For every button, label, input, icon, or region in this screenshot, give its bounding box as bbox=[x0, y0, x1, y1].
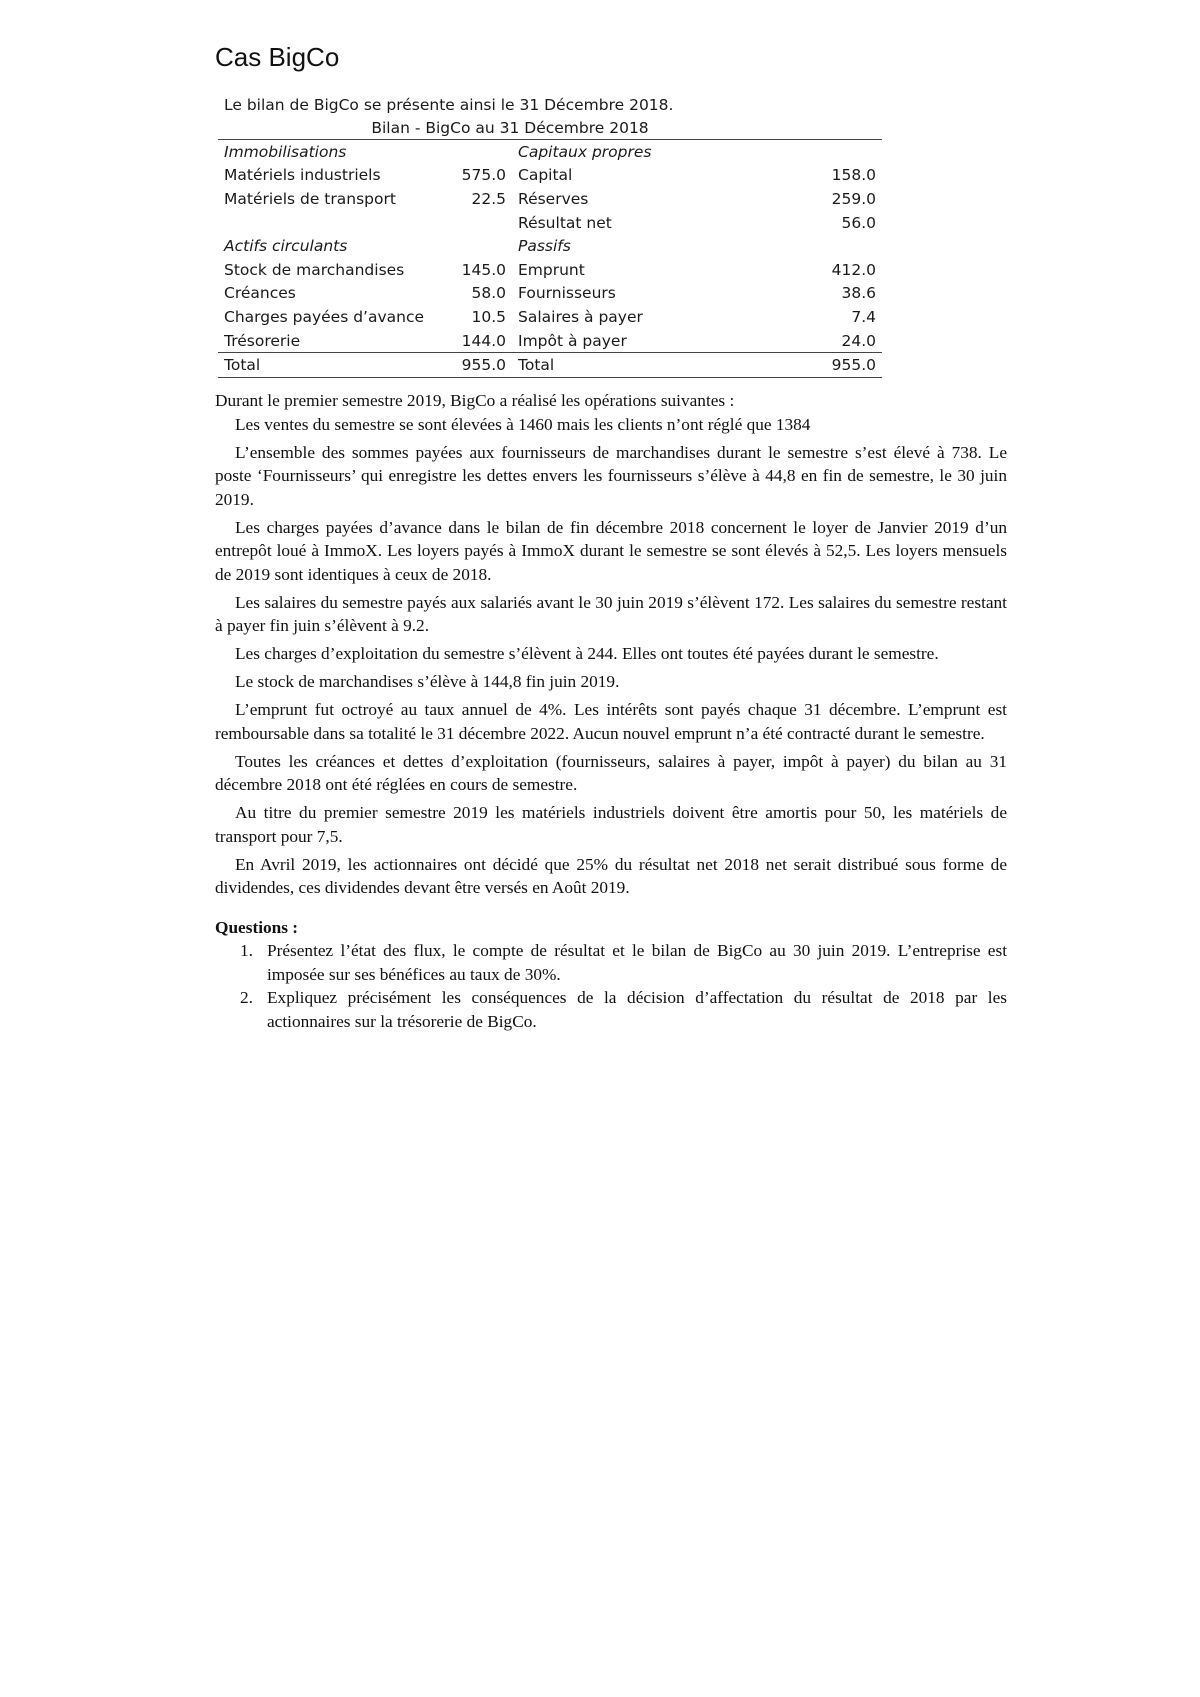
section-header-assets: Immobilisations bbox=[224, 142, 347, 161]
table-cell: Réserves bbox=[518, 189, 589, 208]
table-cell: 38.6 bbox=[841, 284, 876, 303]
question-number: 2. bbox=[240, 988, 253, 1007]
table-cell: 24.0 bbox=[841, 331, 876, 350]
total-row bbox=[218, 353, 882, 378]
table-row bbox=[218, 282, 882, 306]
question-text: Présentez l’état des flux, le compte de résultat et le bilan de BigCo au 30 juin 2019. L’entreprise est imposée sur ses bénéfices au taux de 30%. bbox=[267, 941, 1007, 984]
table-row bbox=[218, 234, 882, 258]
table-row bbox=[218, 187, 882, 211]
table-cell: Capital bbox=[518, 166, 573, 185]
section-header-current-assets: Actifs circulants bbox=[224, 237, 348, 256]
section-header-liabilities: Passifs bbox=[518, 237, 571, 256]
table-cell: Matériels de transport bbox=[224, 189, 396, 208]
balance-sheet-intro: Le bilan de BigCo se présente ainsi le 31 Décembre 2018. bbox=[224, 96, 674, 114]
paragraph-loan: L’emprunt fut octroyé au taux annuel de 4%. Les intérêts sont payés chaque 31 décembre. L’emprunt est remboursable dans sa totalité le 31 décembre 2022. Aucun nouvel emprunt n’a été contracté durant le semestre. bbox=[215, 700, 1007, 743]
list-item bbox=[215, 939, 1007, 986]
paragraph-receivables: Toutes les créances et dettes d’exploitation (fournisseurs, salaires à payer, impôt à payer) du bilan au 31 décembre 2018 ont été réglées en cours de semestre. bbox=[215, 751, 1007, 794]
table-cell bbox=[724, 140, 882, 164]
paragraph-depreciation: Au titre du premier semestre 2019 les matériels industriels doivent être amortis pour 50, les matériels de transport pour 7,5. bbox=[215, 803, 1007, 846]
paragraph-suppliers: L’ensemble des sommes payées aux fournisseurs de marchandises durant le semestre s’est élevé à 738. Le poste ‘Fournisseurs’ qui enregistre les dettes envers les fournisseurs s’élève à 44,8 en fin de semestre, le 30 juin 2019. bbox=[215, 442, 1007, 509]
paragraph-operating-charges: Les charges d’exploitation du semestre s’élèvent à 244. Elles ont toutes été payées durant le semestre. bbox=[235, 644, 939, 663]
table-cell: 575.0 bbox=[461, 166, 506, 185]
table-cell: Matériels industriels bbox=[224, 166, 381, 185]
paragraph-stock: Le stock de marchandises s’élève à 144,8 fin juin 2019. bbox=[235, 672, 620, 691]
table-row bbox=[218, 211, 882, 235]
table-cell: Emprunt bbox=[518, 260, 585, 279]
table-cell: 58.0 bbox=[471, 284, 506, 303]
table-cell: 7.4 bbox=[851, 307, 876, 326]
table-cell: 56.0 bbox=[841, 213, 876, 232]
table-row bbox=[218, 305, 882, 329]
total-label-liabilities: Total bbox=[512, 353, 724, 378]
table-cell: Créances bbox=[224, 284, 296, 303]
total-value-assets: 955.0 bbox=[428, 353, 512, 378]
table-cell bbox=[428, 234, 512, 258]
question-text: Expliquez précisément les conséquences de la décision d’affectation du résultat de 2018 par les actionnaires sur la trésorerie de BigCo. bbox=[267, 988, 1007, 1031]
table-cell bbox=[218, 211, 428, 235]
paragraph-sales: Les ventes du semestre se sont élevées à 1460 mais les clients n’ont réglé que 1384 bbox=[235, 414, 811, 434]
table-cell: 259.0 bbox=[831, 189, 876, 208]
operations-intro: Durant le premier semestre 2019, BigCo a réalisé les opérations suivantes : bbox=[215, 391, 735, 410]
balance-sheet-table bbox=[218, 140, 882, 378]
paragraph-dividends: En Avril 2019, les actionnaires ont décidé que 25% du résultat net 2018 net serait distribué sous forme de dividendes, ces dividendes devant être versés en Août 2019. bbox=[215, 854, 1007, 897]
table-cell: 22.5 bbox=[471, 189, 506, 208]
document-title: Cas BigCo bbox=[215, 42, 340, 72]
table-row bbox=[218, 164, 882, 188]
paragraph-salaries: Les salaires du semestre payés aux salariés avant le 30 juin 2019 s’élèvent 172. Les salaires du semestre restant à payer fin juin s’élèvent à 9.2. bbox=[215, 592, 1007, 635]
table-cell: 144.0 bbox=[461, 331, 506, 350]
table-cell: 412.0 bbox=[831, 260, 876, 279]
table-cell: Résultat net bbox=[518, 213, 612, 232]
total-value-liabilities: 955.0 bbox=[724, 353, 882, 378]
table-cell: Charges payées d’avance bbox=[224, 307, 425, 326]
balance-sheet-title: Bilan - BigCo au 31 Décembre 2018 bbox=[218, 117, 882, 140]
table-row bbox=[218, 329, 882, 353]
section-header-equity: Capitaux propres bbox=[518, 142, 652, 161]
balance-sheet bbox=[218, 94, 882, 378]
paragraph-prepaid-rent: Les charges payées d’avance dans le bilan de fin décembre 2018 concernent le loyer de Janvier 2019 d’un entrepôt loué à ImmoX. Les loyers payés à ImmoX durant le semestre se sont élevés à 52,5. Les loyers mensuels de 2019 sont identiques à ceux de 2018. bbox=[215, 517, 1007, 584]
table-cell: Fournisseurs bbox=[518, 284, 616, 303]
table-cell bbox=[724, 234, 882, 258]
table-row bbox=[218, 258, 882, 282]
total-label-assets: Total bbox=[218, 353, 428, 378]
table-cell bbox=[428, 211, 512, 235]
questions-heading: Questions : bbox=[215, 917, 299, 937]
table-cell bbox=[428, 140, 512, 164]
table-cell: 145.0 bbox=[461, 260, 506, 279]
list-item bbox=[215, 986, 1007, 1033]
case-description bbox=[215, 389, 1007, 1033]
questions-list bbox=[215, 939, 1007, 1033]
table-cell: Trésorerie bbox=[224, 331, 301, 350]
table-cell: Stock de marchandises bbox=[224, 260, 405, 279]
table-cell: Salaires à payer bbox=[518, 307, 643, 326]
table-cell: Impôt à payer bbox=[518, 331, 627, 350]
table-cell: 10.5 bbox=[471, 307, 506, 326]
table-row bbox=[218, 140, 882, 164]
question-number: 1. bbox=[240, 941, 253, 960]
table-cell: 158.0 bbox=[831, 166, 876, 185]
